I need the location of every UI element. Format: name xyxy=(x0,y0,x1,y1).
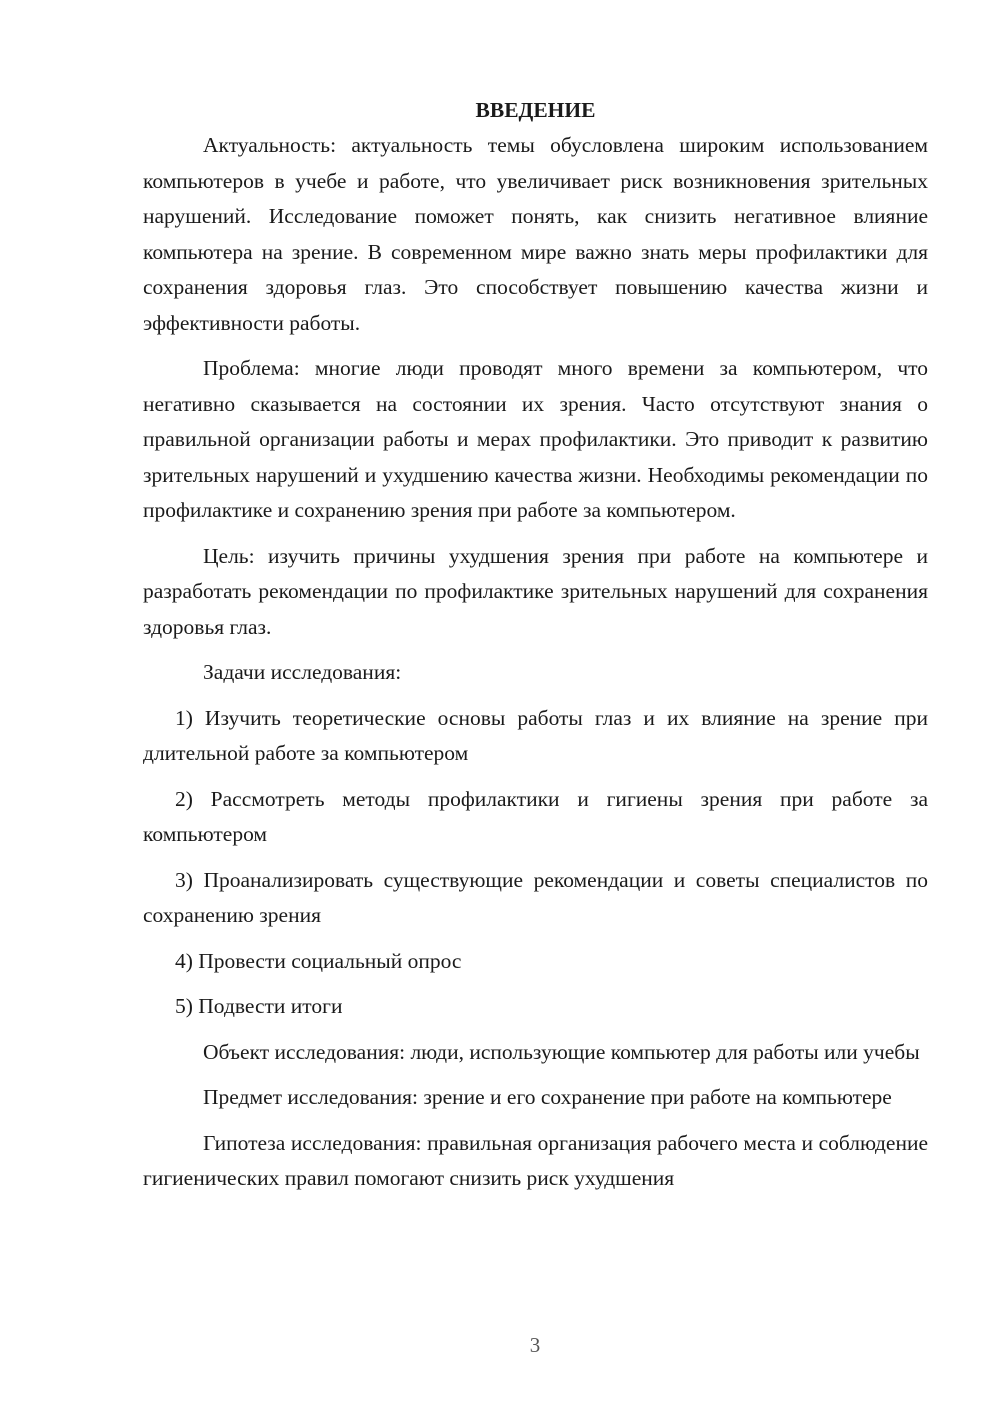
paragraph-subject: Предмет исследования: зрение и его сохранение при работе на компьютере xyxy=(203,1085,892,1109)
paragraph-relevance: Актуальность: актуальность темы обусловлена широким использованием компьютеров в учебе и работе, что увеличивает риск возникновения зрительных нарушений. Исследование поможет понять, как снизить негативное влияние компьютера на зрение. В современном мире важно знать меры профилактики для сохранения здоровья глаз. Это способствует повышению качества жизни и эффективности работы. xyxy=(143,133,928,335)
tasks-heading: Задачи исследования: xyxy=(203,660,402,684)
task-item-1: 1) Изучить теоретические основы работы глаз и их влияние на зрение при длительной работе за компьютером xyxy=(143,705,928,765)
task-item-5: 5) Подвести итоги xyxy=(175,994,343,1018)
task-item-4: 4) Провести социальный опрос xyxy=(175,948,462,973)
page-number: 3 xyxy=(529,1333,541,1357)
paragraph-hypothesis: Гипотеза исследования: правильная организация рабочего места и соблюдение гигиенических правил помогают снизить риск ухудшения xyxy=(143,1130,928,1190)
task-item-3: 3) Проанализировать существующие рекомендации и советы специалистов по сохранению зрения xyxy=(143,867,928,927)
task-item-2: 2) Рассмотреть методы профилактики и гигиены зрения при работе за компьютером xyxy=(143,786,928,846)
document-page xyxy=(143,92,928,1207)
paragraph-problem: Проблема: многие люди проводят много времени за компьютером, что негативно сказывается на состоянии их зрения. Часто отсутствуют знания о правильной организации работы и мерах профилактики. Это приводит к развитию зрительных нарушений и ухудшению качества жизни. Необходимы рекомендации по профилактике и сохранению зрения при работе за компьютером. xyxy=(143,356,928,522)
paragraph-goal: Цель: изучить причины ухудшения зрения при работе на компьютере и разработать рекомендации по профилактике зрительных нарушений для сохранения здоровья глаз. xyxy=(143,543,928,639)
section-title: ВВЕДЕНИЕ xyxy=(475,98,596,122)
paragraph-object: Объект исследования: люди, использующие компьютер для работы или учебы xyxy=(203,1039,920,1064)
